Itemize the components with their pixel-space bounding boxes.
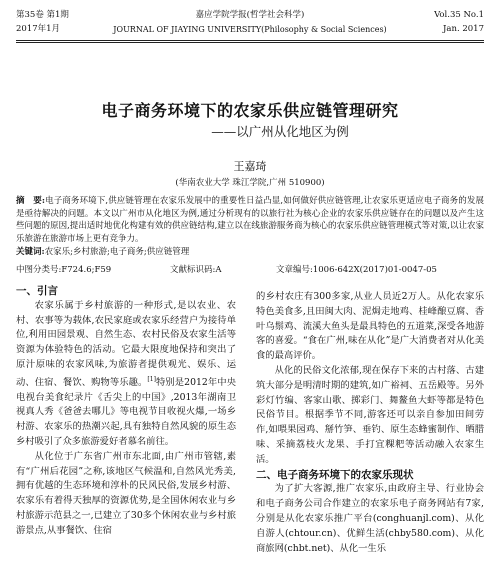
article-number: 文章编号:1006-642X(2017)01-0047-05 <box>276 265 437 275</box>
keywords-label: 关键词: <box>16 247 45 257</box>
article-subtitle: ——以广州从化地区为例 <box>211 124 349 139</box>
journal-name-en: JOURNAL OF JIAYING UNIVERSITY(Philosophy & Social Sciences) <box>113 25 387 34</box>
journal-name-cn: 嘉应学院学报(哲学社会科学) <box>195 10 305 20</box>
keywords <box>16 246 484 258</box>
keywords-text: 农家乐;乡村旅游;电子商务;供应链管理 <box>44 247 190 257</box>
section-heading-intro: 一、引言 <box>16 285 58 297</box>
citation-mark: [1] <box>147 375 156 383</box>
paragraph: 为了扩大客源,推广农家乐,由政府主导、行业协会和电子商务公司合作建立的农家乐电子商务网站有7家,分别是从化农家乐推广平台(conghuanjl.com)、从化自游人(chtour.cn)、优鲜生活(chby580.com)、从化商旅网(chbt.net)、从化一生乐 <box>256 483 484 554</box>
article-title: 电子商务环境下的农家乐供应链管理研究 <box>101 101 399 120</box>
running-header <box>0 0 500 58</box>
paragraph: 的乡村农庄有300多家,从业人员近2万人。从化农家乐特色美食多,且田闽大肉、泥焗走地鸡、桂峰酿豆腐、香叶乌鬃鸡、流溪大鱼头是最具特色的五道菜,深受各地游客的喜爱。“食在广州,味在从化”是广大消费者对从化美食的最高评价。 <box>256 291 484 362</box>
date-en: Jan. 2017 <box>443 24 484 34</box>
author-affiliation: (华南农业大学 珠江学院,广州 510900) <box>175 178 325 188</box>
paragraph: 农家乐属于乡村旅游的一种形式,是以农业、农村、农事等为载体,农民家庭或农家乐经营户为接待单位,利用田园景观、自然生态、农村民俗及农家生活等资源为体验特色的活动。它最大限度地保持和突出了原汁原味的农家风味,为旅游者提供观光、娱乐、运动、住宿、餐饮、购物等乐趣。[1]特别是2012年中央电视台美食纪录片《舌尖上的中国》,2013年湖南卫视真人秀《爸爸去哪儿》等电视节目收视火爆,一场乡村游、农家乐的热潮兴起,具有独特自然风貌的原生态乡村吸引了众多旅游爱好者慕名前往。 <box>16 299 236 448</box>
date-cn: 2017年1月 <box>16 24 61 34</box>
abstract-label: 摘 要: <box>16 196 45 206</box>
left-column <box>16 284 236 539</box>
volume-issue-en: Vol.35 No.1 <box>434 10 484 20</box>
header-rule <box>16 40 484 41</box>
header-rule-thin <box>16 42 484 43</box>
right-column <box>256 290 484 556</box>
volume-issue-cn: 第35卷 第1期 <box>16 10 69 20</box>
abstract <box>16 195 484 245</box>
author-name: 王嘉琦 <box>233 160 267 173</box>
clc-number: 中图分类号:F724.6;F59 <box>16 265 112 275</box>
document-code: 文献标识码:A <box>170 265 222 275</box>
paragraph: 从化的民俗文化浓郁,现在保存下来的古村落、古建筑大部分是明清时期的建筑,如广裕祠、五岳殿等。另外彩灯竹编、客家山歌、掷彩门、舞鳌鱼大虾等都是特色民俗节目。根据季节不同,游客还可以亲自参加田间劳作,如喂果园鸡、掰竹笋、垂钓、原生态蜂蜜制作、晒腊味、采摘荔枝火龙果、手打宜粿粑等活动融入农家生活。 <box>256 364 484 465</box>
abstract-text: 电子商务环境下,供应链管理在农家乐发展中的重要性日益凸显,如何做好供应链管理,让农家乐更适应电子商务的发展是亟待解决的问题。本文以广州市从化地区为例,通过分析现有的以旅行社为核心企业的农家乐供应链存在的问题以及产生这些问题的原因,提出适时地优化构建有效的供应链结构,建立以在线旅游服务商为核心的农家乐供应链管理模式等对策,以让农家乐旅游在旅游市场上更有竞争力。 <box>16 196 484 244</box>
paragraph: 从化位于广东省广州市东北面,由广州市管辖,素有“广州后花园”之称,该地区气候温和,自然风光秀美,拥有优越的生态环境和淳朴的民风民俗,发展乡村游、农家乐有着得天独厚的资源优势,是全国休闲农业与乡村旅游示范县之一,已建立了30多个休闲农业与乡村旅游景点,从事餐饮、住宿 <box>16 450 236 536</box>
section-heading-status: 二、电子商务环境下的农家乐现状 <box>256 468 414 481</box>
